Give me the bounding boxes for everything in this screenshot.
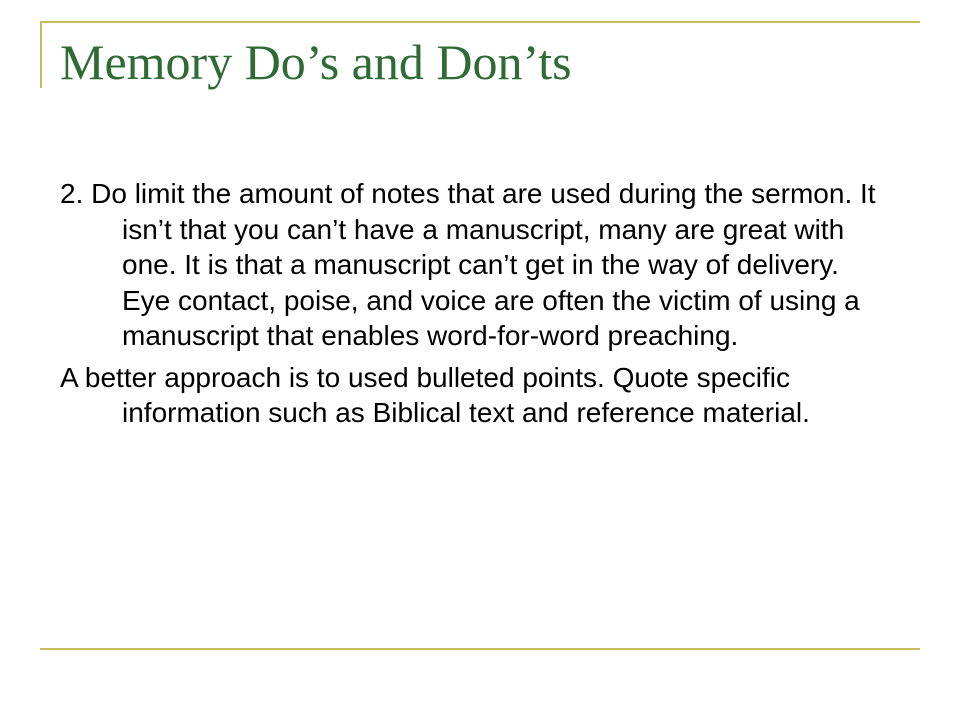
paragraph-notes-limit: 2. Do limit the amount of notes that are used during the sermon. It isn’t that you can’t have a manuscript, many are great with one. It is that a manuscript can’t get in the way of delivery. Eye contact, poise, and voice are often the victim of using a manuscript that enables word-for-word preaching. xyxy=(60,178,876,351)
bottom-divider xyxy=(40,648,920,650)
slide-title: Memory Do’s and Don’ts xyxy=(60,34,572,90)
left-accent-bar xyxy=(40,21,42,88)
top-divider xyxy=(40,21,920,23)
paragraph-better-approach: A better approach is to used bulleted points. Quote specific information such as Biblical text and reference material. xyxy=(60,361,810,428)
slide-body xyxy=(60,176,890,437)
